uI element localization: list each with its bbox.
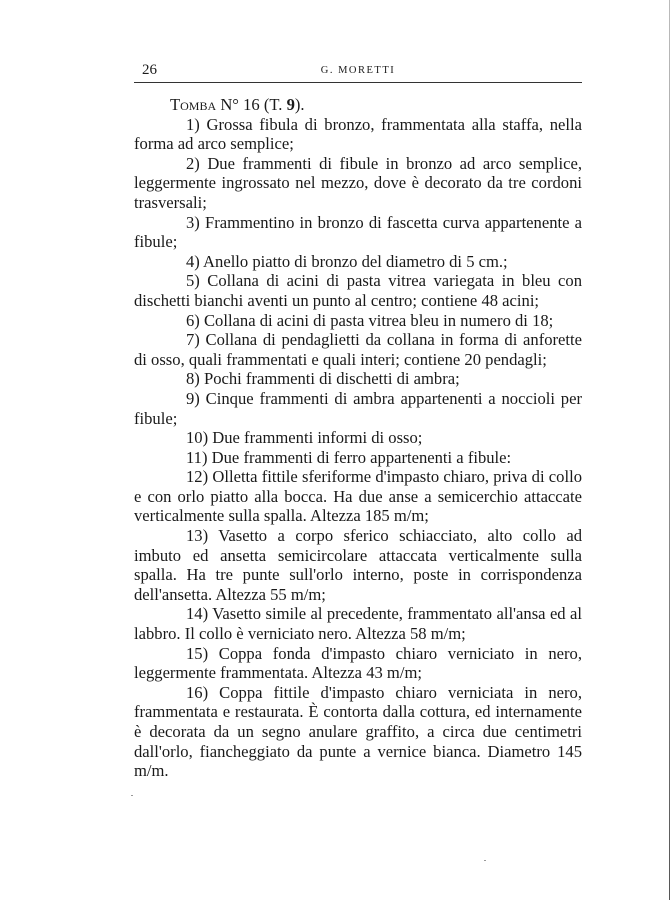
list-item: 13) Vasetto a corpo sferico schiacciato, alto collo ad imbuto ed ansetta semicircolare attaccata verticalmente sulla spalla. Ha tre punte sull'orlo interno, poste in corrispondenza dell'ansetta. Altezza 55 m/m; — [134, 526, 582, 604]
list-item: 5) Collana di acini di pasta vitrea variegata in bleu con dischetti bianchi aventi un punto al centro; contiene 48 acini; — [134, 271, 582, 310]
tomb-title-suffix: ). — [294, 95, 305, 114]
list-item: 14) Vasetto simile al precedente, frammentato all'ansa ed al labbro. Il collo è verniciato nero. Altezza 58 m/m; — [134, 604, 582, 644]
list-item: 10) Due frammenti informi di osso; — [186, 428, 423, 448]
list-item: 15) Coppa fonda d'impasto chiaro verniciato in nero, leggermente frammentata. Altezza 43 m/m; — [134, 643, 582, 683]
list-item: 16) Coppa fittile d'impasto chiaro verniciata in nero, frammentata e restaurata. È contorta dalla cottura, ed internamente è decorata da un segno anulare graffito, a circa due centimetri dall'orlo, fiancheggiato da punte a vernice bianca. Diametro 145 m/m. — [134, 682, 582, 781]
list-item: 12) Olletta fittile sferiforme d'impasto chiaro, priva di collo e con orlo piatto alla bocca. Ha due anse a semicerchio attaccate verticalmente sulla spalla. Altezza 185 m/m; — [134, 467, 582, 526]
tomb-title-bold-number: 9 — [286, 95, 295, 114]
list-item: 3) Frammentino in bronzo di fascetta curva appartenente a fibule; — [134, 212, 582, 252]
list-item: 8) Pochi frammenti di dischetti di ambra; — [186, 369, 460, 389]
list-item: 1) Grossa fibula di bronzo, frammentata alla staffa, nella forma ad arco semplice; — [134, 114, 582, 154]
scan-speck — [484, 860, 486, 861]
list-item: 9) Cinque frammenti di ambra appartenenti a noccioli per fibule; — [134, 388, 582, 428]
list-item: 4) Anello piatto di bronzo del diametro di 5 cm.; — [186, 251, 508, 271]
list-item: 6) Collana di acini di pasta vitrea bleu in numero di 18; — [186, 310, 554, 330]
tomb-title — [134, 95, 582, 115]
body-text — [134, 95, 582, 781]
scan-speck — [131, 795, 133, 796]
tomb-title-number: N° 16 (T. — [220, 95, 283, 114]
page-header — [134, 62, 582, 83]
tomb-title-prefix: Tomba — [170, 95, 217, 114]
list-item: 2) Due frammenti di fibule in bronzo ad arco semplice, leggermente ingrossato nel mezzo, dove è decorato da tre cordoni trasversali; — [134, 153, 582, 212]
list-item: 7) Collana di pendaglietti da collana in forma di anforette di osso, quali frammentati e quali interi; contiene 20 pendagli; — [134, 330, 582, 369]
page-number: 26 — [142, 62, 157, 78]
list-item: 11) Due frammenti di ferro appartenenti a fibule: — [186, 447, 512, 467]
scan-edge — [669, 0, 670, 900]
running-head: G. MORETTI — [320, 65, 396, 76]
